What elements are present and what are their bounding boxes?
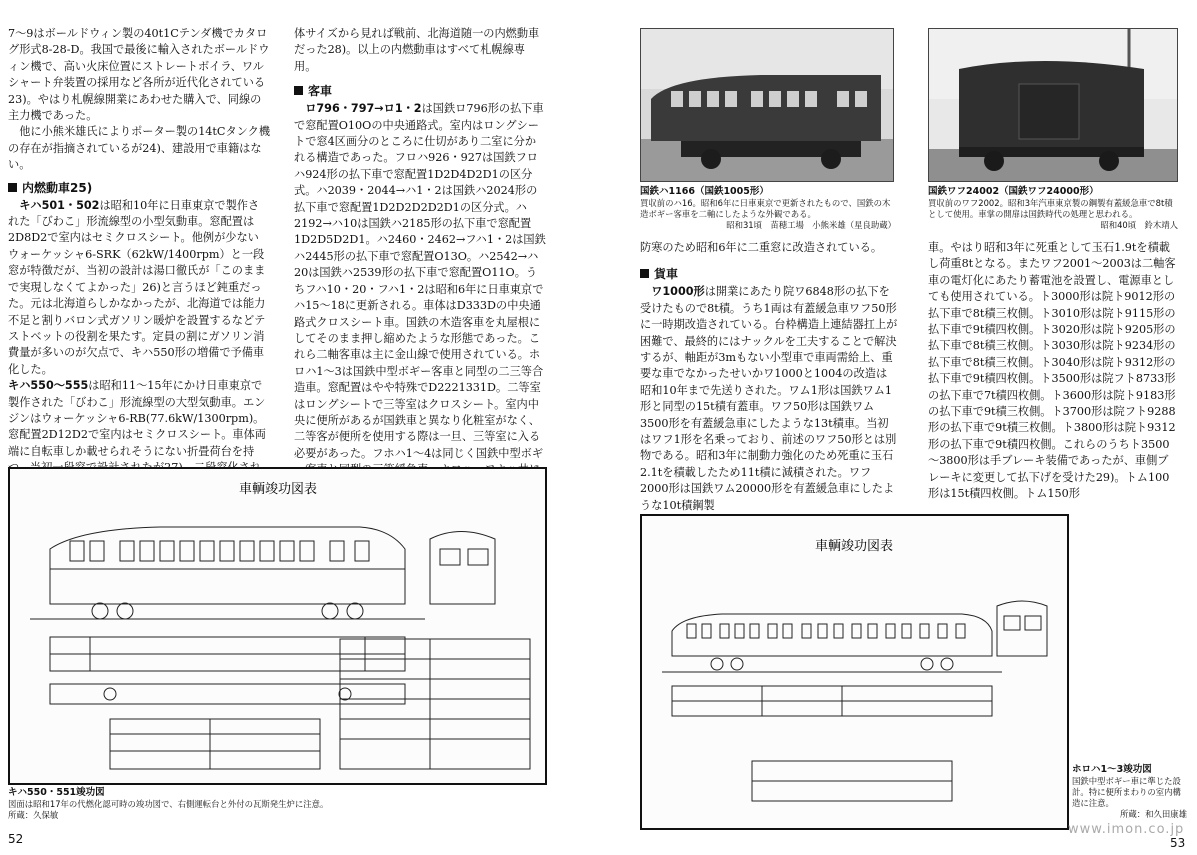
- paragraph: は昭和11～15年にかけ日車東京で製作された「びわこ」形流線型の大型気動車。エンジンはウォーケッシャ6-RB(77.6kW/1300rpm)。窓配置2D12D2で室内はセミクロスシート。車体両端に自転車しか載せられそうにない折畳荷台を持: [8, 379, 266, 458]
- left-column-1: [8, 26, 270, 493]
- paragraph: 他に小熊米雄氏によりポーター製の14tCタンク機の存在が指摘されているが24)、建設用で車籍はない。: [8, 125, 271, 172]
- right-figure-caption: [1072, 764, 1187, 820]
- paragraph: は昭和10年に日車東京で製作された「びわこ」形流線型の小型気動車。窓配置は2D8D2で室内はセミクロスシート。他例が少ないウォーケッシャ6-SRK（62kW/1400rpm）と一段窓が特徴だが、当初の設計は湯口徹氏が「このままで実現しなくてよかった」26)と言うほど鈍重だった。元は北海道らしかなかったが、北海道では能力不足と割りバロン式ガソリン暖炉を設置するなどテストベットの役割を果たす。定員の割にガソリン消費量が多いのが欠点で、キハ550形の増備で予備車化した。: [8, 198, 266, 376]
- bold-term: ワ1000形: [651, 285, 705, 299]
- page-number-left: 52: [8, 832, 24, 846]
- coach-drawing: [642, 516, 1067, 828]
- section-heading: 貨車: [640, 266, 898, 282]
- figure-caption-text: 図面は昭和17年の代燃化認可時の竣功図で、右側運転台と外付の瓦斯発生炉に注意。: [8, 799, 329, 809]
- photo-title: 国鉄ハ1166（国鉄1005形）: [640, 186, 769, 197]
- figure-credit: 所蔵：和久田康雄: [1120, 809, 1187, 819]
- paragraph: 車。やはり昭和3年に死重として玉石1.9tを積載し荷重8tとなる。またワフ2001～2003は二軸客車の電灯化にあたり蓄電池を設置し、電源車としても使用されている。ト3000形は院ト9012形の払下車で8t積三枚側。ト3010形は院ト9115形の払下車で9t積四枚側。ト3020形は院ト9205形の払下車で8t積三枚側。ト3030形は院ト9234形の払下車で8t積三枚側。ト3040形は院ト9312形の払下車で9t積四枚側。ト3500形は院フト8733形の払下車で7t積四枚側。ト3600形は院ト9183形の払下車で9t積三枚側。ト3700形は院フト9288形の払下車で9t積三枚側。ト3800形は院ト9312形の払下車で9t積四枚側。これらのうちト3500～3800形は手ブレーキ装備であったが、車側ブレーキに変更して払下げを受けた29)。トム100形は15t積四枚側。トム150形: [928, 241, 1176, 501]
- passenger-car-photo: [641, 29, 893, 181]
- photo-caption-text: 買収前のワフ2002。昭和3年汽車東京製の鋼製有蓋緩急車で8t積として使用。車掌の開扉は国鉄時代の処理と思われる。: [928, 198, 1173, 219]
- left-figure-caption: [8, 787, 548, 821]
- photo1-caption: [640, 186, 896, 231]
- paragraph: 7～9はボールドウィン製の40t1Cテンダ機でカタログ形式8-28-D。我国で最後に輸入されたボールドウィン機で、高い火床位置にストレートボイラ、ワルシャート弁装置の採用など各所が近代化されている23)。やはり札幌線開業にあわせた購入で、同線の主力機であった。: [8, 27, 270, 123]
- paragraph: 体サイズから見れば戦前、北海道随一の内燃動車だった28)。以上の内燃動車はすべて札幌線専用。: [294, 27, 540, 73]
- watermark: www.imon.co.jp: [1068, 822, 1185, 837]
- figure-title: キハ550・551竣功図: [8, 787, 105, 798]
- figure-title: ホロハ1～3竣功図: [1072, 764, 1152, 775]
- photo-credit: 昭和40頃 鈴木靖人: [1100, 220, 1178, 230]
- bold-term: ロ796・797→ロ1・2: [305, 102, 422, 116]
- bold-term: キハ501・502: [19, 198, 100, 212]
- right-column-2: [928, 240, 1178, 503]
- drawing-title: 車輌竣功図表: [238, 482, 318, 497]
- paragraph: は国鉄ロ796形の払下車で窓配置O10Oの中央通路式。室内はロングシートで窓4区画分のところに仕切があり二室に分かれる構造であった。フロハ926・927は国鉄フロハ924形の払下車で窓配置1D2D4D2D1の区分式。ハ2039・2044→ハ1・2は国鉄ハ2024形の払下車で窓配置1D2D2D2D2D1の区分式。ハ2192→ハ10は国鉄ハ2185形の払下車で窓配置1D2D5D2D1。ハ2460・2462→フハ1・2は国鉄ハ2445形の払下車で窓配置O13O。ハ2542→ハ20は国鉄ハ2539形の払下車で窓配置O11O。うちフハ10・20・フハ1・2は昭和6年に日車東京でハ15～18に更新される。車体はD333Dの中央通路式クロスシート車。国鉄の木造客車を丸屋根にしてそのまま押し縮めたような形態であった。これら二軸客車は主に金山線で使用されている。ホロハ1～3は国鉄中型ボギー客車と同型の二三等合造車。窓配置はやや特殊でD2221331D。二等室はロングシートで三等室はクロスシート。室内中央に便所があるが国鉄車と異なり化粧室がなく、二等客が便所を使用する際は一旦、三等室に入る必要があった。フホハ1～4は同じく国鉄中型ボギ: [294, 102, 546, 460]
- photo-credit: 昭和31頃 苗穂工場 小熊米雄（星良助蔵）: [726, 220, 896, 230]
- railcar-drawing: [10, 469, 545, 783]
- photo-title: 国鉄ワフ24002（国鉄ワフ24000形）: [928, 186, 1099, 197]
- figure-caption-text: 国鉄中型ボギー車に準じた設計。特に便所まわりの室内構造に注意。: [1072, 776, 1181, 808]
- freight-car-photo: [929, 29, 1177, 181]
- right-column-1: [640, 240, 898, 514]
- right-figure-drawing: [640, 514, 1069, 830]
- photo-freight-car: [928, 28, 1178, 182]
- section-heading: 内燃動車25): [8, 180, 270, 196]
- drawing-title: 車輌竣功図表: [814, 539, 894, 554]
- photo2-caption: [928, 186, 1178, 231]
- left-figure-drawing: [8, 467, 547, 785]
- section-heading: 客車: [294, 83, 546, 99]
- photo-caption-text: 買収前のハ16。昭和6年に日車東京で更新されたもので、国鉄の木造ボギー客車を二軸にしたような外観である。: [640, 198, 891, 219]
- paragraph: 防寒のため昭和6年に二重窓に改造されている。: [640, 241, 883, 254]
- bold-term: キハ550～555: [8, 379, 89, 393]
- figure-credit: 所蔵：久保敏: [8, 810, 59, 820]
- left-column-2: [294, 26, 546, 495]
- photo-passenger-car: [640, 28, 894, 182]
- paragraph: は開業にあたり院ワ6848形の払下を受けたもので8t積。うち1両は有蓋緩急車ワフ50形に一時期改造されている。台枠構造上連結器扛上が困難で、最終的にはナックルを工夫することで解決するが、軸距が3mもない小型車で車両需給上、重要な車でなかったせいかワ1000と1004の改造は昭和10年まで先送りされた。ワム1形は国鉄ワム1形と同型の15t積有蓋車。ワフ50形は国鉄ワム3500形を有蓋緩急車にしたような13t積車。当初はワフ1形を名乗っており、前述のワフ50形とは別物である。昭和3年に制動力強化のため死重に玉石2.1tを積載したため11t積に減積された。ワフ2000形は国鉄ワム20000形を有蓋緩急車にしたような10t積鋼製: [640, 285, 898, 512]
- page-number-right: 53: [1170, 836, 1186, 850]
